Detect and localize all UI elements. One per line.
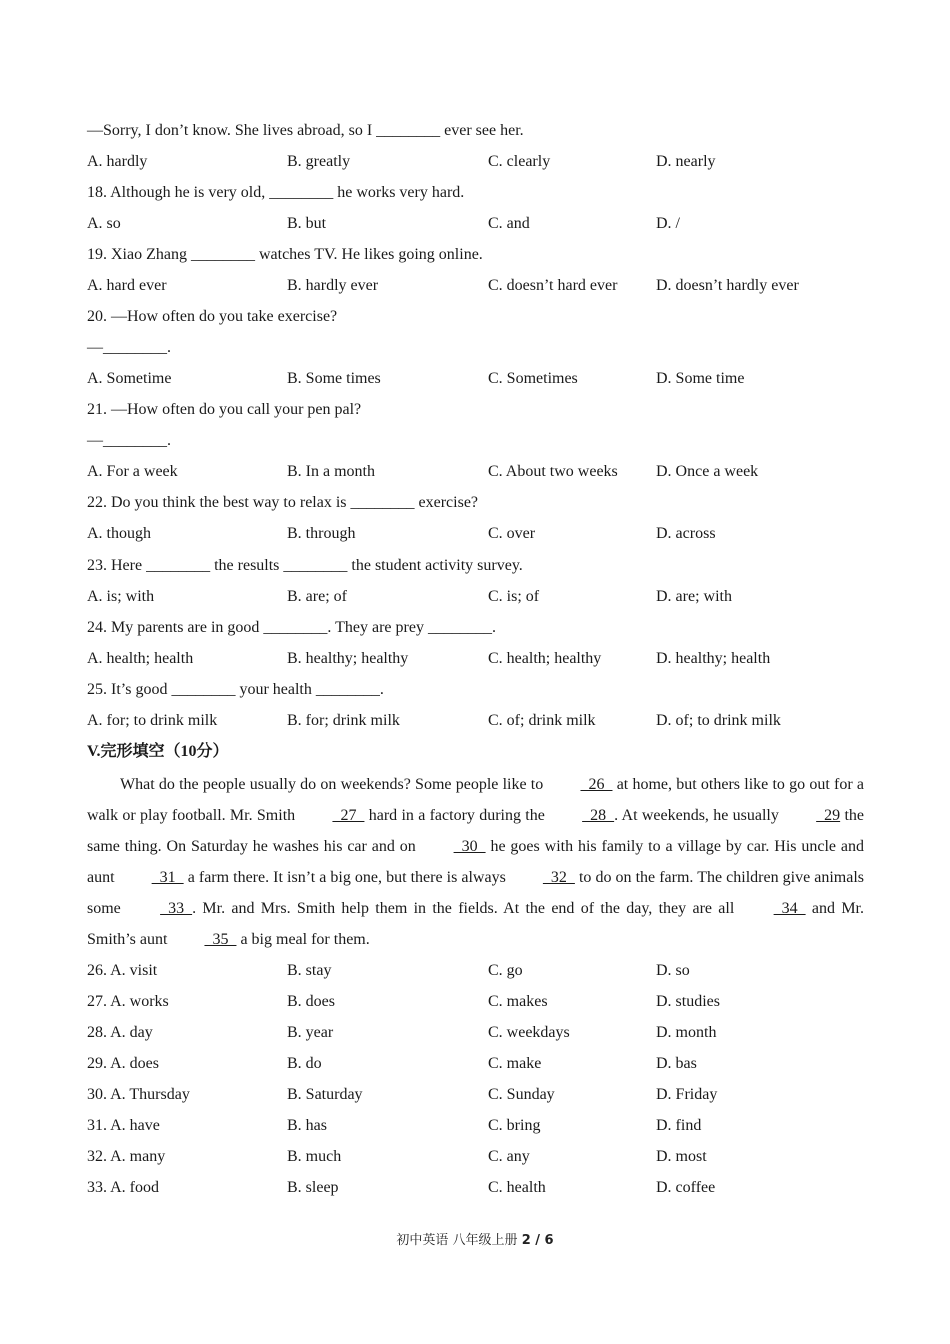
- passage-text: [87, 769, 864, 955]
- option-b: B. for; drink milk: [287, 712, 400, 729]
- answer-line: —________.: [87, 432, 171, 449]
- option-b: B. In a month: [287, 463, 375, 480]
- passage-segment: he goes with his family to a village by car. His uncle and aunt: [87, 838, 864, 886]
- cloze-blank-31: 31: [151, 869, 184, 886]
- option-c: C. Sunday: [488, 1086, 555, 1103]
- page-footer: [0, 1229, 950, 1248]
- option-a: 27. A. works: [87, 993, 169, 1010]
- option-b: B. through: [287, 525, 356, 542]
- option-d: D. Some time: [656, 370, 745, 387]
- footer-subject: 初中英语 八年级上册: [396, 1233, 522, 1248]
- passage-segment: What do the people usually do on weekends? Some people like to: [120, 776, 548, 793]
- option-d: D. are; with: [656, 588, 732, 605]
- option-c: C. is; of: [488, 588, 540, 605]
- option-a: A. hard ever: [87, 277, 167, 294]
- option-a: A. though: [87, 525, 151, 542]
- option-c: C. makes: [488, 993, 548, 1010]
- option-c: C. weekdays: [488, 1024, 570, 1041]
- option-d: D. most: [656, 1148, 707, 1165]
- option-d: D. across: [656, 525, 716, 542]
- option-a: A. hardly: [87, 153, 148, 170]
- option-b: B. much: [287, 1148, 342, 1165]
- option-c: C. bring: [488, 1117, 541, 1134]
- option-b: B. year: [287, 1024, 334, 1041]
- option-c: C. and: [488, 215, 530, 232]
- passage-segment: to do on the farm. The children give animals some: [87, 869, 865, 917]
- cloze-blank-34: 34: [773, 900, 806, 917]
- passage-segment: a big meal for them.: [236, 931, 370, 948]
- option-d: D. Once a week: [656, 463, 759, 480]
- option-c: C. health; healthy: [488, 650, 602, 667]
- option-a: 28. A. day: [87, 1024, 153, 1041]
- option-a: 33. A. food: [87, 1179, 159, 1196]
- option-a: A. so: [87, 215, 121, 232]
- option-d: D. studies: [656, 993, 720, 1010]
- cloze-blank-27: 27: [332, 807, 365, 824]
- option-b: B. greatly: [287, 153, 351, 170]
- option-c: C. go: [488, 962, 523, 979]
- option-d: D. healthy; health: [656, 650, 771, 667]
- question-stem: 23. Here ________ the results ________ the student activity survey.: [87, 557, 523, 574]
- question-stem: —Sorry, I don’t know. She lives abroad, so I ________ ever see her.: [87, 122, 524, 139]
- option-d: D. /: [656, 215, 680, 232]
- option-d: D. month: [656, 1024, 717, 1041]
- option-c: C. over: [488, 525, 536, 542]
- cloze-blank-29: 29: [816, 807, 841, 824]
- question-stem: 20. —How often do you take exercise?: [87, 308, 338, 325]
- option-a: 30. A. Thursday: [87, 1086, 190, 1103]
- option-c: C. of; drink milk: [488, 712, 596, 729]
- passage-segment: . Mr. and Mrs. Smith help them in the fields. At the end of the day, they are all: [192, 900, 741, 917]
- option-d: D. nearly: [656, 153, 716, 170]
- cloze-passage: [87, 769, 864, 955]
- page-number: 2 / 6: [521, 1233, 554, 1248]
- option-c: C. Sometimes: [488, 370, 578, 387]
- option-b: B. do: [287, 1055, 322, 1072]
- question-stem: 25. It’s good ________ your health ________.: [87, 681, 384, 698]
- cloze-blank-30: 30: [453, 838, 486, 855]
- answer-line: —________.: [87, 339, 171, 356]
- option-a: 32. A. many: [87, 1148, 166, 1165]
- option-d: D. find: [656, 1117, 702, 1134]
- option-c: C. About two weeks: [488, 463, 618, 480]
- option-d: D. doesn’t hardly ever: [656, 277, 799, 294]
- option-c: C. clearly: [488, 153, 551, 170]
- option-c: C. health: [488, 1179, 546, 1196]
- option-a: A. is; with: [87, 588, 155, 605]
- passage-segment: hard in a factory during the: [364, 807, 550, 824]
- option-b: B. are; of: [287, 588, 347, 605]
- option-a: 31. A. have: [87, 1117, 160, 1134]
- cloze-blank-26: 26: [580, 776, 613, 793]
- passage-segment: a farm there. It isn’t a big one, but there is always: [183, 869, 510, 886]
- option-d: D. so: [656, 962, 690, 979]
- passage-segment: and Mr. Smith’s aunt: [87, 900, 865, 948]
- passage-segment: the same thing. On Saturday he washes his car and on: [87, 807, 864, 855]
- option-a: A. Sometime: [87, 370, 172, 387]
- section-title: V.完形填空（10分）: [87, 743, 229, 760]
- question-stem: 19. Xiao Zhang ________ watches TV. He likes going online.: [87, 246, 483, 263]
- option-a: A. For a week: [87, 463, 178, 480]
- cloze-blank-28: 28: [582, 807, 615, 824]
- option-d: D. bas: [656, 1055, 697, 1072]
- passage-segment: at home, but others like to go out for a walk or play football. Mr. Smith: [87, 776, 865, 824]
- option-d: D. of; to drink milk: [656, 712, 781, 729]
- question-stem: 24. My parents are in good ________. They are prey ________.: [87, 619, 496, 636]
- passage-segment: . At weekends, he usually: [614, 807, 784, 824]
- option-c: C. doesn’t hard ever: [488, 277, 618, 294]
- option-c: C. make: [488, 1055, 542, 1072]
- cloze-blank-33: 33: [160, 900, 193, 917]
- option-b: B. but: [287, 215, 327, 232]
- option-b: B. Some times: [287, 370, 381, 387]
- option-b: B. sleep: [287, 1179, 339, 1196]
- option-b: B. hardly ever: [287, 277, 379, 294]
- option-b: B. healthy; healthy: [287, 650, 409, 667]
- option-a: 26. A. visit: [87, 962, 158, 979]
- option-d: D. coffee: [656, 1179, 716, 1196]
- option-b: B. stay: [287, 962, 332, 979]
- question-stem: 21. —How often do you call your pen pal?: [87, 401, 362, 418]
- question-stem: 18. Although he is very old, ________ he works very hard.: [87, 184, 465, 201]
- cloze-blank-32: 32: [542, 869, 575, 886]
- cloze-blank-35: 35: [204, 931, 237, 948]
- option-c: C. any: [488, 1148, 530, 1165]
- option-b: B. Saturday: [287, 1086, 363, 1103]
- option-d: D. Friday: [656, 1086, 718, 1103]
- option-b: B. has: [287, 1117, 327, 1134]
- option-b: B. does: [287, 993, 335, 1010]
- option-a: A. health; health: [87, 650, 194, 667]
- option-a: A. for; to drink milk: [87, 712, 218, 729]
- question-stem: 22. Do you think the best way to relax is ________ exercise?: [87, 494, 479, 511]
- option-a: 29. A. does: [87, 1055, 159, 1072]
